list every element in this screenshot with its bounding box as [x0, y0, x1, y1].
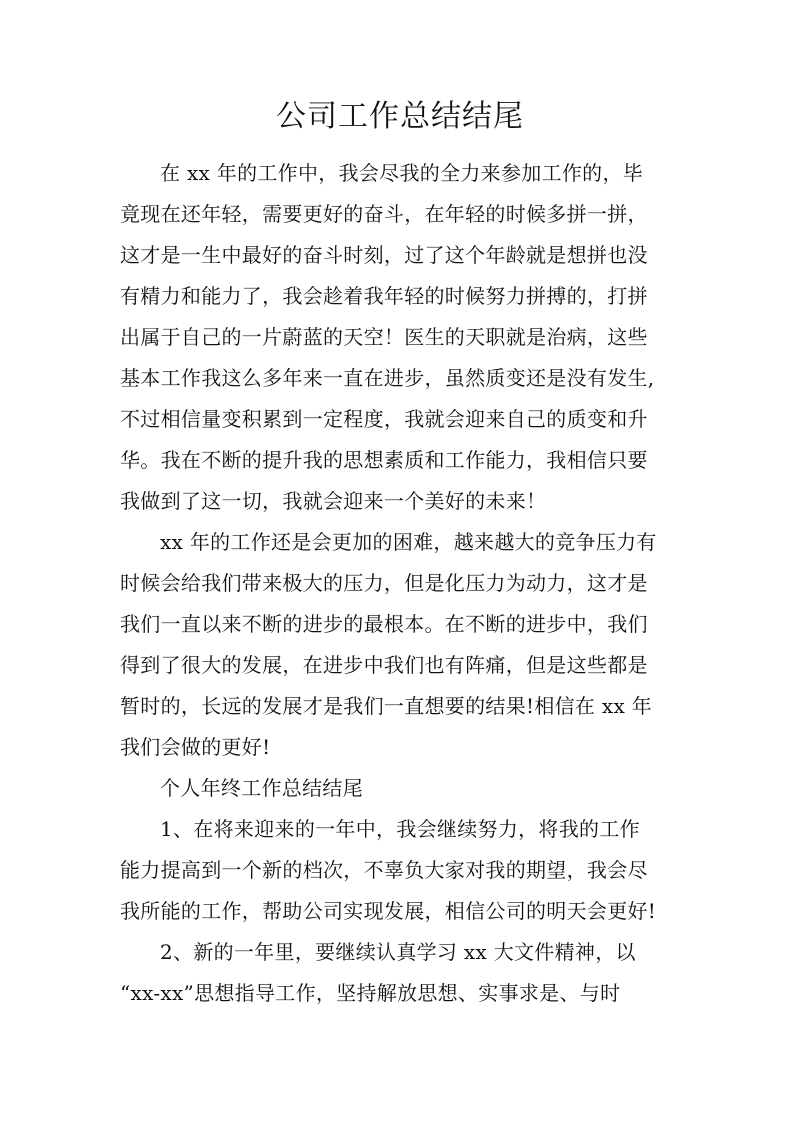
- text-line: 能力提高到一个新的档次，不辜负大家对我的期望，我会尽: [120, 858, 648, 882]
- text-line: 有精力和能力了，我会趁着我年轻的时候努力拼搏的，打拼: [120, 284, 648, 308]
- text-line: 出属于自己的一片蔚蓝的天空！医生的天职就是治病，这些: [120, 325, 648, 349]
- text-line: 2、新的一年里，要继续认真学习 xx 大文件精神，以: [160, 940, 636, 964]
- text-line: 我所能的工作，帮助公司实现发展，相信公司的明天会更好!: [120, 899, 657, 923]
- document-title: 公司工作总结结尾: [276, 99, 524, 134]
- text-line: 这才是一生中最好的奋斗时刻，过了这个年龄就是想拼也没: [120, 243, 648, 267]
- text-line: xx 年的工作还是会更加的困难，越来越大的竞争压力有: [160, 530, 657, 554]
- text-line: 我做到了这一切，我就会迎来一个美好的未来！: [120, 489, 547, 513]
- text-line: 在 xx 年的工作中，我会尽我的全力来参加工作的，毕: [160, 161, 644, 185]
- document-body: [120, 153, 685, 1014]
- text-line: 华。我在不断的提升我的思想素质和工作能力，我相信只要: [120, 448, 648, 472]
- text-line: 1、在将来迎来的一年中，我会继续努力，将我的工作: [160, 817, 640, 841]
- text-line: 竟现在还年轻，需要更好的奋斗，在年轻的时候多拼一拼，: [120, 202, 648, 226]
- text-line: 我们一直以来不断的进步的最根本。在不断的进步中，我们: [120, 612, 648, 636]
- section-heading: 个人年终工作总结结尾: [160, 776, 363, 800]
- text-line: 得到了很大的发展，在进步中我们也有阵痛，但是这些都是: [120, 653, 648, 677]
- text-line: 暂时的，长远的发展才是我们一直想要的结果!相信在 xx 年: [120, 694, 653, 718]
- text-line: 不过相信量变积累到一定程度，我就会迎来自己的质变和升: [120, 407, 648, 431]
- text-line: 我们会做的更好!: [120, 735, 271, 759]
- text-line: “xx-xx”思想指导工作，坚持解放思想、实事求是、与时: [120, 981, 621, 1005]
- text-line: 基本工作我这么多年来一直在进步，虽然质变还是没有发生,: [120, 366, 655, 390]
- text-line: 时候会给我们带来极大的压力，但是化压力为动力，这才是: [120, 571, 648, 595]
